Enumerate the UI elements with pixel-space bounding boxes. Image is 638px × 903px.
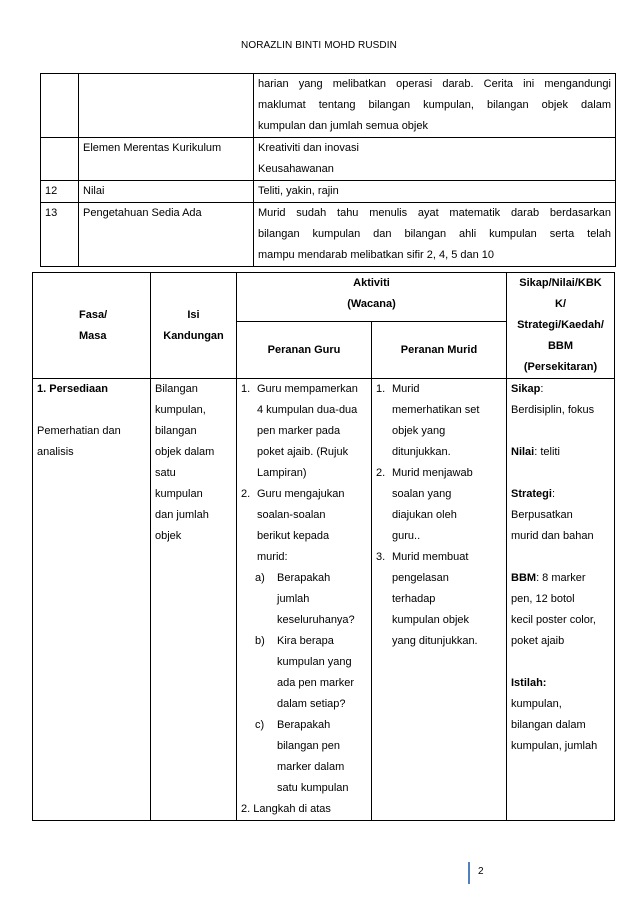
header-text: Sikap/Nilai/KBK [519, 277, 602, 289]
list-line: Murid menjawab [392, 467, 473, 479]
strategi-line: Berpusatkan [511, 509, 573, 521]
page-header: NORAZLIN BINTI MOHD RUSDIN [241, 40, 397, 51]
istilah-line: kumpulan, jumlah [511, 740, 598, 752]
content-line: Kreativiti dan inovasi [258, 142, 359, 154]
content-line: maklumat tentang bilangan kumpulan, bilangan objek dalam [258, 99, 611, 111]
list-number: 1. [376, 383, 386, 395]
header-peranan-guru: Peranan Guru [237, 322, 372, 379]
sub-list-item [241, 631, 367, 715]
row-number [41, 138, 79, 181]
list-line: ditunjukkan. [392, 446, 451, 458]
header-isi [151, 273, 237, 379]
list-number: a) [255, 572, 265, 584]
list-number: 2. [241, 488, 251, 500]
header-text: Strategi/Kaedah/ [517, 319, 604, 331]
table-row [41, 181, 616, 203]
sub-list-item [241, 568, 367, 631]
list-line: Murid [392, 383, 420, 395]
list-line: Berapakah [277, 719, 331, 731]
content-line: Keusahawanan [258, 163, 334, 175]
header-fasa [33, 273, 151, 379]
phase-line: analisis [37, 446, 74, 458]
list-line: Guru mengajukan [257, 488, 345, 500]
bbm-line: kecil poster color, [511, 614, 596, 626]
list-line: 4 kumpulan dua-dua [257, 404, 358, 416]
table-row [41, 74, 616, 138]
list-line: marker dalam [277, 761, 345, 773]
list-line: guru.. [392, 530, 421, 542]
list-item [376, 463, 502, 547]
list-line: pengelasan [392, 572, 449, 584]
isi-line: objek [155, 530, 182, 542]
header-text: Aktiviti [353, 277, 390, 289]
cell-sikap: Sikap: Berdisiplin, fokus Nilai: teliti Strategi: Berpusatkan murid dan bahan BBM: 8 marker pen, 12 botol kecil poster color, poket ajaib Istilah: kumpulan, bilangan dalam kumpulan, jumlah [507, 379, 615, 821]
table-row [41, 203, 616, 267]
list-number: c) [255, 719, 265, 731]
cell-fasa [33, 379, 151, 821]
list-line: Guru mempamerkan [257, 383, 358, 395]
header-text: (Persekitaran) [523, 361, 598, 373]
isi-line: kumpulan [155, 488, 203, 500]
istilah-line: kumpulan, [511, 698, 562, 710]
content-line: harian yang melibatkan operasi darab. Cerita ini mengandungi [258, 78, 611, 90]
list-line: Lampiran) [257, 467, 307, 479]
list-line: poket ajaib. (Rujuk [257, 446, 349, 458]
bbm-line: : 8 marker [536, 572, 586, 584]
list-item [241, 379, 367, 484]
isi-line: satu [155, 467, 176, 479]
list-line: kumpulan yang [277, 656, 352, 668]
list-footer: 2. Langkah di atas [241, 803, 331, 815]
cell-peranan-guru [237, 379, 372, 821]
list-line: yang ditunjukkan. [392, 635, 478, 647]
list-line: Kira berapa [277, 635, 334, 647]
bbm-label: BBM [511, 572, 537, 584]
header-text: Masa [79, 330, 107, 342]
list-number: 3. [376, 551, 386, 563]
list-line: Murid membuat [392, 551, 469, 563]
list-line: pen marker pada [257, 425, 341, 437]
list-line: dalam setiap? [277, 698, 346, 710]
header-text: BBM [547, 340, 574, 352]
cell-isi [151, 379, 237, 821]
phase-title: 1. Persediaan [37, 383, 108, 395]
table-row [41, 138, 616, 181]
header-peranan-murid: Peranan Murid [372, 322, 507, 379]
row-content [254, 203, 616, 267]
nilai-label: Nilai [511, 446, 535, 458]
lesson-activity-table [32, 272, 615, 821]
list-line: soalan yang [392, 488, 452, 500]
content-line: mampu mendarab melibatkan sifir 2, 4, 5 dan 10 [258, 249, 495, 261]
row-label: Nilai [79, 181, 254, 203]
strategi-line: murid dan bahan [511, 530, 594, 542]
content-line: kumpulan dan jumlah semua objek [258, 120, 428, 132]
list-line: jumlah [277, 593, 310, 605]
row-number [41, 74, 79, 138]
row-number: 13 [41, 203, 79, 267]
istilah-label: Istilah: [511, 677, 547, 689]
row-content [254, 181, 616, 203]
lesson-info-table [40, 73, 616, 267]
list-item [376, 379, 502, 463]
istilah-line: bilangan dalam [511, 719, 586, 731]
table-row [33, 379, 615, 821]
isi-line: Bilangan [155, 383, 198, 395]
bbm-line: pen, 12 botol [511, 593, 575, 605]
phase-line: Pemerhatian dan [37, 425, 121, 437]
list-number: 2. [376, 467, 386, 479]
row-number: 12 [41, 181, 79, 203]
header-sikap [507, 273, 615, 379]
header-text: Kandungan [163, 330, 224, 342]
list-line: memerhatikan set [392, 404, 480, 416]
list-line: soalan-soalan [257, 509, 326, 521]
list-line: satu kumpulan [277, 782, 349, 794]
list-item [241, 484, 367, 568]
list-line: diajukan oleh [392, 509, 457, 521]
header-text: (Wacana) [347, 298, 396, 310]
list-line: ada pen marker [277, 677, 355, 689]
isi-line: dan jumlah [155, 509, 209, 521]
bbm-line: poket ajaib [511, 635, 565, 647]
header-text: K/ [555, 298, 566, 310]
content-line: Murid sudah tahu menulis ayat matematik darab berdasarkan [258, 207, 611, 219]
list-line: Berapakah [277, 572, 331, 584]
sikap-value: Berdisiplin, fokus [511, 404, 595, 416]
header-text: Fasa/ [79, 309, 108, 321]
list-item [376, 547, 502, 652]
list-number: 1. [241, 383, 251, 395]
list-line: keseluruhanya? [277, 614, 355, 626]
isi-line: objek dalam [155, 446, 215, 458]
content-line: Teliti, yakin, rajin [258, 185, 339, 197]
list-line: bilangan pen [277, 740, 341, 752]
list-line: murid: [257, 551, 288, 563]
cell-peranan-murid [372, 379, 507, 821]
row-content [254, 138, 616, 181]
header-text: Isi [187, 309, 200, 321]
row-label [79, 74, 254, 138]
list-line: berikut kepada [257, 530, 330, 542]
strategi-label: Strategi [511, 488, 552, 500]
list-line: objek yang [392, 425, 446, 437]
list-line: kumpulan objek [392, 614, 470, 626]
header-aktiviti [237, 273, 507, 322]
list-number: b) [255, 635, 265, 647]
isi-line: kumpulan, [155, 404, 206, 416]
row-label: Pengetahuan Sedia Ada [79, 203, 254, 267]
table-header-row [33, 273, 615, 322]
content-line: bilangan kumpulan dan bilangan ahli kumpulan serta telah [258, 228, 611, 240]
sikap-label: Sikap [511, 383, 541, 395]
nilai-value: teliti [540, 446, 560, 458]
row-content [254, 74, 616, 138]
list-line: terhadap [392, 593, 436, 605]
row-label: Elemen Merentas Kurikulum [79, 138, 254, 181]
isi-line: bilangan [155, 425, 197, 437]
sub-list-item [241, 715, 367, 799]
page-number: 2 [468, 862, 484, 884]
